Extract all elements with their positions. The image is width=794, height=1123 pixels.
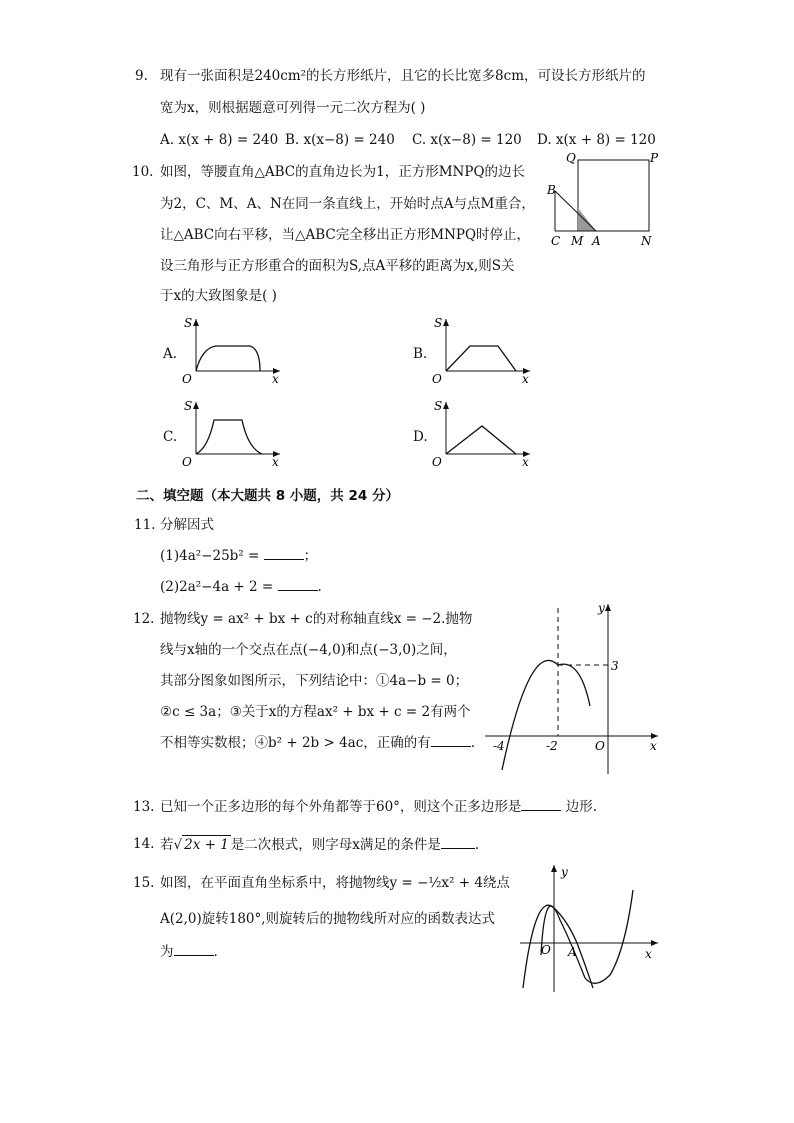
svg-text:x: x [650,739,657,753]
q13-number: 13. [133,799,155,815]
q14-number: 14. [133,836,155,852]
q9-option-c: C. x(x−8) = 120 [412,132,522,148]
q12-line1: 抛物线y = ax² + bx + c的对称轴直线x = −2.抛物 [160,611,473,627]
svg-text:y: y [598,601,605,615]
svg-text:-4: -4 [493,739,505,753]
q11-number: 11. [134,517,156,533]
q10-label-c: C [551,234,561,248]
svg-text:O: O [541,943,551,957]
q10-line2: 为2，C、M、A、N在同一条直线上，开始时点A与点M重合， [160,196,535,212]
q10-line4: 设三角形与正方形重合的面积为S,点A平移的距离为x,则S关 [160,258,515,274]
svg-text:x: x [272,372,279,385]
q12-blank[interactable] [431,734,471,747]
q15-blank[interactable] [174,943,214,956]
q15-line1: 如图，在平面直角坐标系中，将抛物线y = −½x² + 4绕点 [160,875,510,891]
q10-graph-c [180,396,285,468]
q10-label-b: B [547,183,556,197]
q9-option-a: A. x(x + 8) = 240 [160,132,279,148]
q12-line3: 其部分图象如图所示，下列结论中：①4a−b = 0； [160,673,469,689]
svg-text:S: S [434,399,443,413]
svg-text:O: O [182,455,192,468]
q10-option-b-label: B. [413,346,428,362]
q9-option-d: D. x(x + 8) = 120 [537,132,656,148]
svg-text:A: A [568,945,577,959]
svg-text:S: S [184,316,193,330]
svg-text:S: S [434,316,443,330]
q10-label-m: M [571,234,584,248]
q10-label-p: P [650,151,659,165]
q10-graph-b [430,313,535,385]
q15-line3: 为 . [160,944,218,960]
q9-number: 9. [135,68,148,84]
svg-text:3: 3 [611,659,619,673]
svg-text:O: O [432,372,442,385]
q12-line5: 不相等实数根；④b² + 2b > 4ac，正确的有 . [160,735,476,751]
q14-line: 若√ 2x + 1 是二次根式，则字母x满足的条件是 . [160,837,480,853]
q10-option-a-label: A. [163,346,178,362]
svg-text:S: S [184,399,193,413]
q10-number: 10. [132,164,154,180]
q12-line2: 线与x轴的一个交点在点(−4,0)和点(−3,0)之间， [160,642,457,658]
q11-blank-1[interactable] [264,547,304,560]
q10-graph-a [180,313,285,385]
svg-text:y: y [561,865,568,879]
q10-line3: 让△ABC向右平移，当△ABC完全移出正方形MNPQ时停止， [160,227,531,243]
q12-line4: ②c ≤ 3a；③关于x的方程ax² + bx + c = 2有两个 [160,704,471,720]
q15-number: 15. [133,875,155,891]
q10-line1: 如图，等腰直角△ABC的直角边长为1，正方形MNPQ的边长 [160,164,526,180]
q10-label-n: N [641,234,652,248]
q9-line1: 现有一张面积是240cm²的长方形纸片，且它的长比宽多8cm，可设长方形纸片的 [160,68,646,84]
q10-label-q: Q [566,151,576,165]
q14-blank[interactable] [441,836,475,849]
sqrt-sign-icon: √ [173,837,183,853]
svg-text:O: O [595,739,605,753]
q11-part2: (2)2a²−4a + 2 = . [160,579,322,595]
svg-text:O: O [182,372,192,385]
q10-option-c-label: C. [163,429,178,445]
svg-text:O: O [432,455,442,468]
q11-part1: (1)4a²−25b² = ； [160,548,318,564]
q15-line2: A(2,0)旋转180°,则旋转后的抛物线所对应的函数表达式 [160,911,496,927]
q15-graph [515,860,665,995]
q13-blank[interactable] [521,798,561,811]
q10-option-d-label: D. [413,429,428,445]
q11-line1: 分解因式 [160,517,214,533]
q11-blank-2[interactable] [278,578,318,591]
q12-graph [480,598,665,776]
q10-graph-d [430,396,535,468]
q12-number: 12. [133,611,155,627]
section-2-title: 二、填空题（本大题共 8 小题，共 24 分） [136,488,399,504]
svg-text:x: x [522,455,529,468]
q9-line2: 宽为x，则根据题意可列得一元二次方程为( ) [160,100,426,116]
q9-option-b: B. x(x−8) = 240 [285,132,395,148]
svg-text:x: x [522,372,529,385]
q10-figure [540,148,660,250]
svg-text:x: x [645,947,652,961]
svg-text:-2: -2 [546,739,558,753]
q13-line: 已知一个正多边形的每个外角都等于60°，则这个正多边形是 边形. [160,799,598,815]
q10-label-a: A [592,234,601,248]
svg-text:x: x [272,455,279,468]
q10-line5: 于x的大致图象是( ) [160,288,277,304]
